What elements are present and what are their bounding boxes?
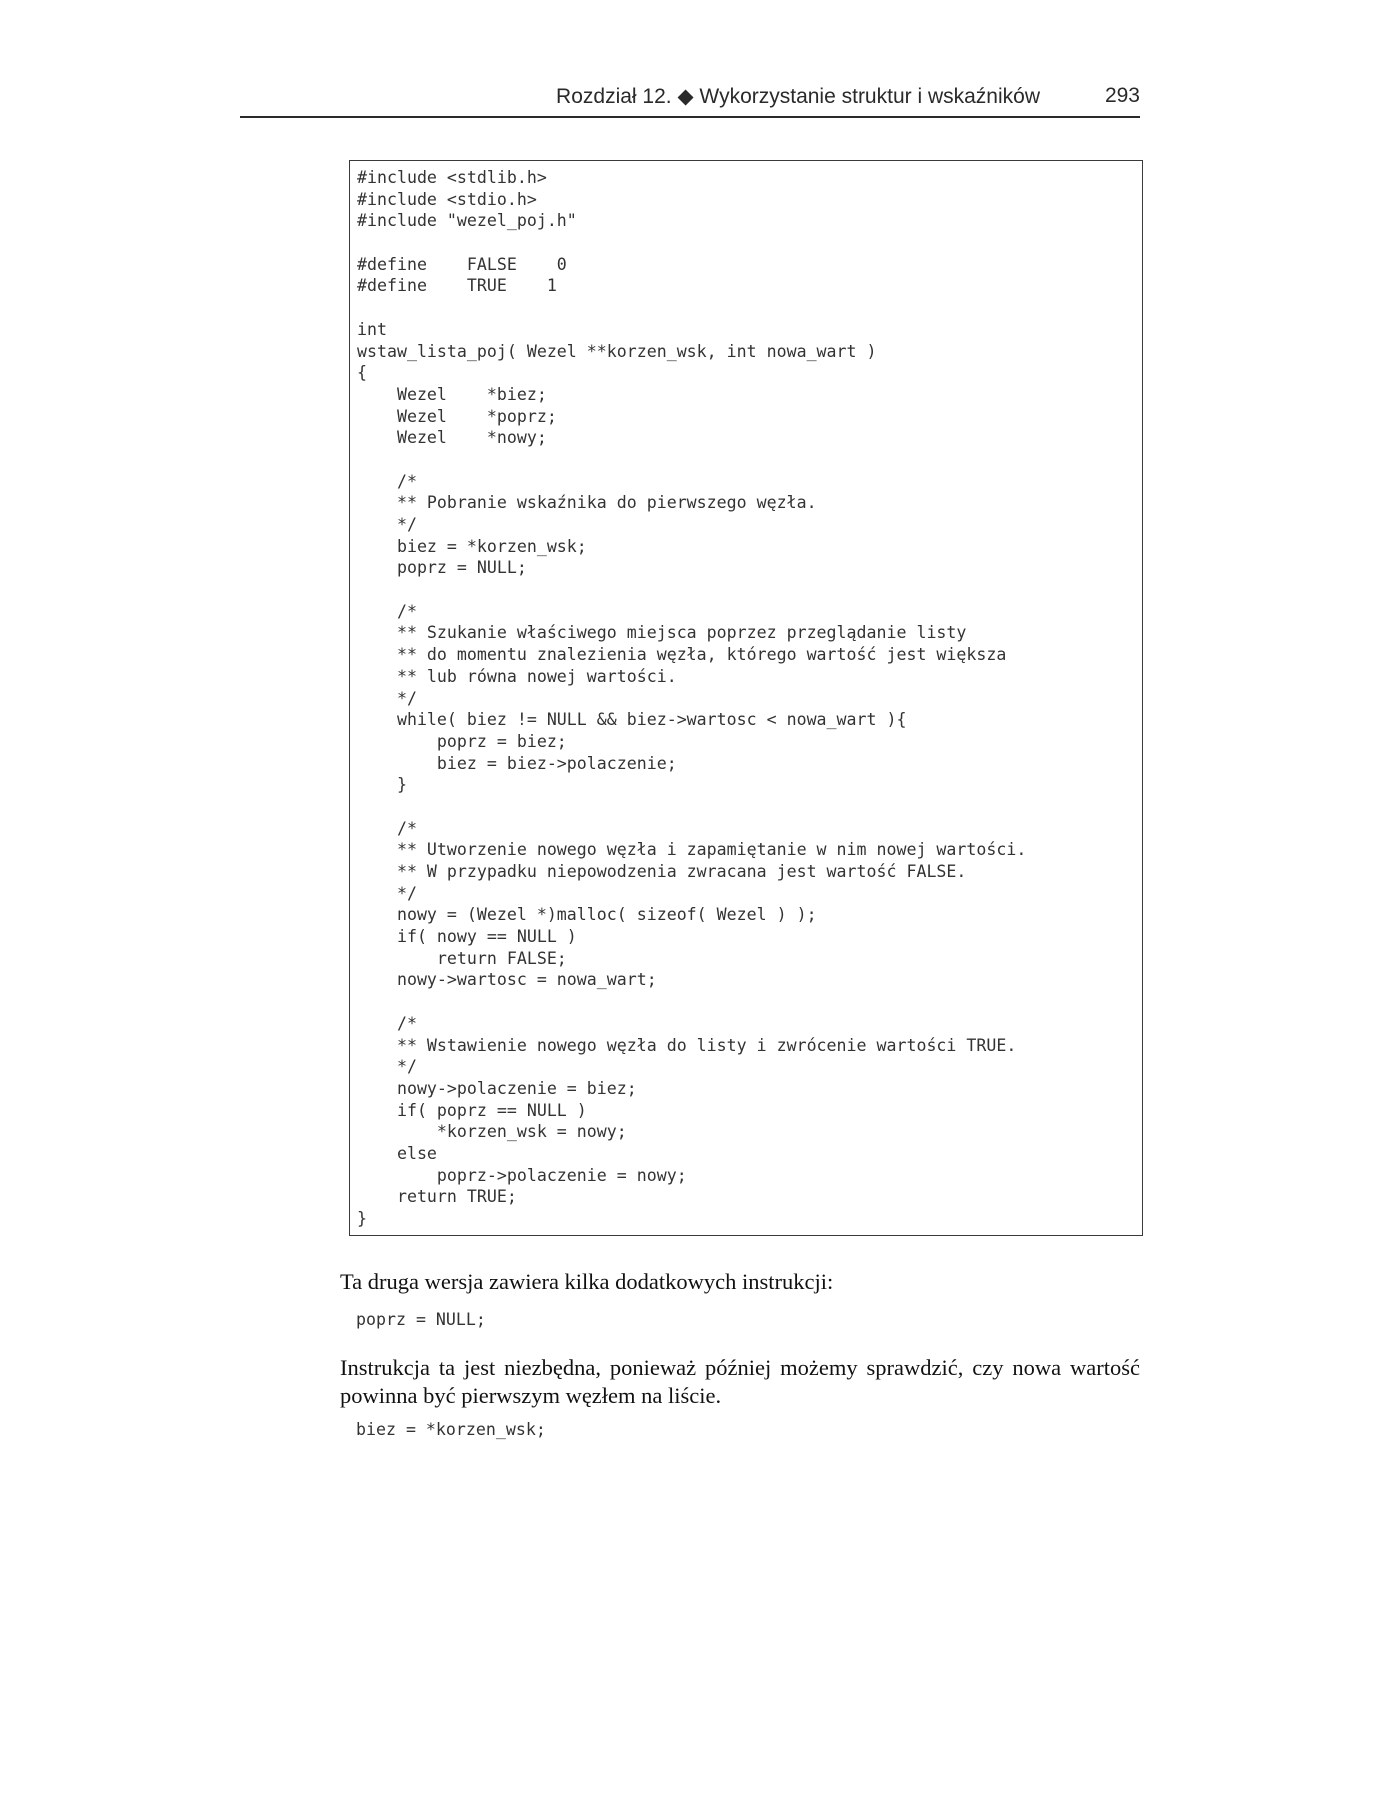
- code-line: }: [357, 1209, 367, 1228]
- code-line: #include <stdlib.h>: [357, 168, 547, 187]
- code-line: [357, 449, 1142, 471]
- code-line: */: [357, 688, 417, 708]
- chapter-title: Rozdział 12. ◆ Wykorzystanie struktur i wskaźników: [556, 85, 1040, 108]
- code-line: if( nowy == NULL ): [357, 927, 577, 947]
- code-line: else: [357, 1143, 437, 1163]
- code-line: return TRUE;: [357, 1187, 517, 1207]
- code-snippet-poprz: poprz = NULL;: [356, 1310, 486, 1329]
- code-line: poprz = NULL;: [357, 558, 527, 578]
- code-line: *korzen_wsk = nowy;: [357, 1122, 627, 1142]
- code-line: Wezel *nowy;: [357, 428, 547, 448]
- page-header: [240, 82, 1140, 118]
- code-line: ** Wstawienie nowego węzła do listy i zwrócenie wartości TRUE.: [357, 1035, 1017, 1055]
- code-line: /*: [357, 471, 417, 491]
- code-line: while( biez != NULL && biez->wartosc < nowa_wart ){: [357, 710, 907, 730]
- code-line: /*: [357, 1013, 417, 1033]
- code-listing: [349, 160, 1143, 1236]
- code-line: #include <stdio.h>: [357, 189, 537, 209]
- code-line: ** Szukanie właściwego miejsca poprzez przeglądanie listy: [357, 623, 967, 643]
- code-line: ** Utworzenie nowego węzła i zapamiętanie w nim nowej wartości.: [357, 840, 1027, 860]
- code-line: {: [357, 363, 367, 383]
- code-line: [357, 991, 1142, 1013]
- code-line: #define TRUE 1: [357, 276, 557, 296]
- code-line: wstaw_lista_poj( Wezel **korzen_wsk, int nowa_wart ): [357, 341, 877, 361]
- code-line: [357, 579, 1142, 601]
- code-line: }: [357, 775, 407, 795]
- code-line: ** Pobranie wskaźnika do pierwszego węzła.: [357, 493, 817, 513]
- code-line: biez = *korzen_wsk;: [357, 536, 587, 556]
- code-line: [357, 232, 1142, 254]
- code-line: ** do momentu znalezienia węzła, którego wartość jest większa: [357, 645, 1007, 665]
- code-line: poprz = biez;: [357, 731, 567, 751]
- code-line: if( poprz == NULL ): [357, 1100, 587, 1120]
- code-line: /*: [357, 818, 417, 838]
- code-line: [357, 796, 1142, 818]
- code-line: int: [357, 319, 387, 339]
- code-line: Wezel *poprz;: [357, 406, 557, 426]
- code-line: #define FALSE 0: [357, 254, 567, 274]
- code-line: return FALSE;: [357, 948, 567, 968]
- code-line: */: [357, 883, 417, 903]
- code-line: /*: [357, 601, 417, 621]
- code-line: nowy = (Wezel *)malloc( sizeof( Wezel ) );: [357, 905, 817, 925]
- code-line: poprz->polaczenie = nowy;: [357, 1165, 687, 1185]
- code-snippet-biez: biez = *korzen_wsk;: [356, 1420, 546, 1439]
- page-number: 293: [1104, 84, 1140, 107]
- code-line: */: [357, 515, 417, 534]
- paragraph-intro: Ta druga wersja zawiera kilka dodatkowych instrukcji:: [340, 1269, 834, 1294]
- paragraph-explanation: Instrukcja ta jest niezbędna, ponieważ później możemy sprawdzić, czy nowa wartość powinna być pierwszym węzłem na liście.: [340, 1355, 1140, 1408]
- code-line: biez = biez->polaczenie;: [357, 753, 677, 773]
- code-line: ** W przypadku niepowodzenia zwracana jest wartość FALSE.: [357, 862, 967, 881]
- code-line: nowy->wartosc = nowa_wart;: [357, 970, 657, 990]
- code-line: #include "wezel_poj.h": [357, 211, 577, 231]
- code-line: [357, 297, 1142, 319]
- code-line: nowy->polaczenie = biez;: [357, 1078, 637, 1098]
- code-line: */: [357, 1057, 417, 1077]
- code-line: Wezel *biez;: [357, 384, 547, 404]
- code-line: ** lub równa nowej wartości.: [357, 666, 677, 686]
